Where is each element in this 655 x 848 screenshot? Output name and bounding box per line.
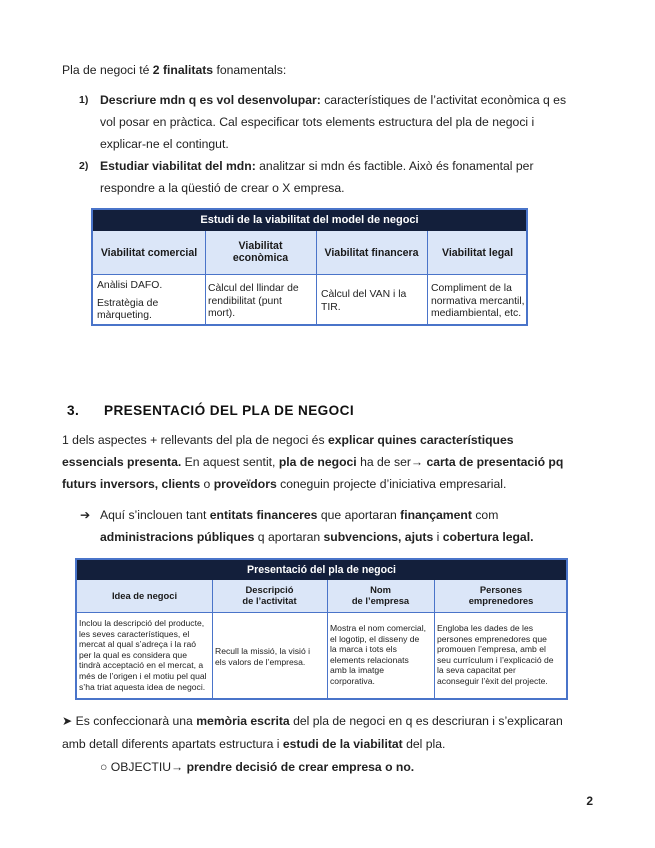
cell-comercial: Anàlisi DAFO. Estratègia de màrqueting.	[97, 280, 163, 321]
finalitat-1-line2: vol posar en pràctica. Cal especificar tots elements estructura del pla de negoci i	[100, 115, 535, 129]
presentation-table	[75, 558, 568, 700]
cell-legal: Compliment de la normativa mercantil, mediambiental, etc.	[431, 283, 525, 319]
finalitat-2-line1: Estudiar viabilitat del mdn: analitzar si mdn és factible. Això és fonamental per	[100, 159, 534, 173]
memoria-line2: amb detall diferents apartats estructura i estudi de la viabilitat del pla.	[62, 737, 446, 751]
section-title: PRESENTACIÓ DEL PLA DE NEGOCI	[104, 403, 355, 418]
list-number: 2)	[79, 160, 89, 172]
cell-financera: Càlcul del VAN i la TIR.	[321, 289, 407, 313]
section-number: 3.	[67, 403, 80, 418]
cell-economica: Càlcul del llindar de rendibilitat (punt mort).	[208, 283, 299, 319]
header-idea: Idea de negoci	[111, 590, 178, 601]
header-financera: Viabilitat financera	[324, 247, 419, 259]
header-economica: Viabilitat econòmica	[232, 240, 289, 264]
cell-nom: Mostra el nom comercial, el logotip, el disseny de la marca i tots els elements relacionats amb la imatge corporativa.	[330, 623, 426, 686]
page-number: 2	[586, 794, 593, 808]
header-descripcio: Descripció de l’activitat	[242, 584, 297, 606]
presentation-table-title: Presentació del pla de negoci	[77, 560, 566, 580]
section3-para-line2: essencials presenta. En aquest sentit, pla de negoci ha de ser→ carta de presentació pq	[62, 455, 564, 469]
header-comercial: Viabilitat comercial	[100, 247, 198, 259]
header-persones: Persones emprenedores	[468, 584, 534, 606]
objectiu-line: ○ OBJECTIU→ prendre decisió de crear empresa o no.	[100, 760, 415, 774]
cell-descripcio: Recull la missió, la visió i els valors de l’empresa.	[215, 646, 311, 667]
header-nom: Nom de l’empresa	[351, 584, 410, 606]
bullet-line1: Aquí s’inclouen tant entitats financeres que aportaran finançament com	[100, 508, 499, 522]
list-number: 1)	[79, 94, 89, 106]
bullet-line2: administracions públiques q aportaran subvencions, ajuts i cobertura legal.	[100, 530, 534, 544]
header-legal: Viabilitat legal	[441, 247, 514, 259]
section3-para-line1: 1 dels aspectes + rellevants del pla de negoci és explicar quines característiques	[62, 433, 514, 447]
finalitat-2-line2: respondre a la qüestió de crear o X empresa.	[100, 181, 345, 195]
intro-line: Pla de negoci té 2 finalitats fonamentals:	[62, 63, 287, 77]
viability-table	[91, 208, 528, 326]
triangle-bullet-icon: ➤	[62, 714, 73, 728]
arrow-bullet-icon: ➔	[80, 508, 91, 522]
circle-bullet-icon: ○	[100, 760, 108, 774]
section3-para-line3: futurs inversors, clients o proveïdors coneguin projecte d’iniciativa empresarial.	[62, 477, 507, 491]
column-divider	[316, 231, 317, 324]
memoria-line1: ➤ Es confeccionarà una memòria escrita del pla de negoci en q es descriuran i s’explicaran	[62, 714, 563, 728]
cell-persones: Engloba les dades de les persones emprenedores que promouen l’empresa, amb el seu currículum i l’explicació de la seva capacitat per aconseguir l’èxit del projecte.	[437, 623, 554, 686]
column-divider	[427, 231, 428, 324]
finalitat-1-line1: Descriure mdn q es vol desenvolupar: característiques de l’activitat econòmica q es	[100, 93, 567, 107]
cell-idea: Inclou la descripció del producte, les seves característiques, el mercat al qual s’adreça i la raó per la qual es considera que tindrà acceptació en el mercat, a més de l’origen i el motiu pel qual s’ha triat aquesta idea de negoci.	[79, 618, 207, 692]
viability-table-title: Estudi de la viabilitat del model de negoci	[93, 210, 526, 231]
finalitat-1-line3: explicar-ne el contingut.	[100, 137, 229, 151]
